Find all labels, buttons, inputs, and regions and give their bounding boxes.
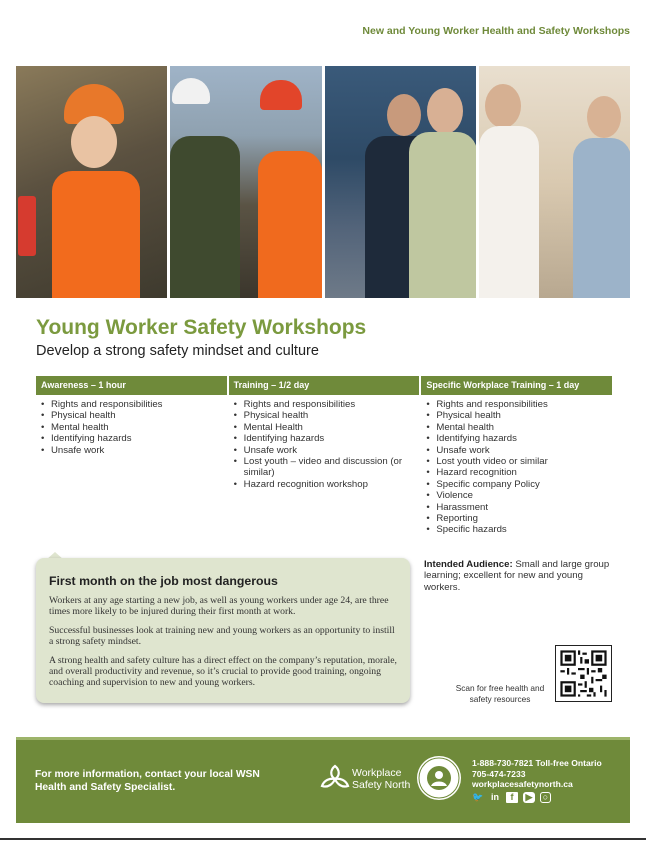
list-item: • Hazard recognition workshop: [234, 479, 420, 490]
list-item: • Lost youth – video and discussion (or similar): [234, 456, 420, 479]
header-title: New and Young Worker Health and Safety Workshops: [362, 25, 630, 37]
list-item: • Physical health: [426, 410, 612, 421]
list-item: • Mental health: [426, 422, 612, 433]
facebook-icon[interactable]: f: [506, 792, 518, 803]
qr-caption: Scan for free health and safety resources: [455, 683, 545, 704]
list-item: • Identifying hazards: [41, 433, 227, 444]
website-link[interactable]: workplacesafetynorth.ca: [472, 779, 573, 789]
callout-paragraph: A strong health and safety culture has a direct effect on the company’s reputation, morale, and overall productivity and revenue, so it’s crucial to provide good training, ongoing coaching and supervision to new and young workers.: [49, 654, 397, 689]
footer: [16, 740, 630, 823]
callout-paragraph: Workers at any age starting a new job, as well as young workers under age 24, are three times more likely to be injured during their first month at work.: [49, 595, 389, 618]
wsn-trillium-icon: [318, 762, 352, 796]
list-item: • Identifying hazards: [426, 433, 612, 444]
list-item: • Specific company Policy: [426, 479, 612, 490]
list-item: • Reporting: [426, 513, 612, 524]
list-item: • Rights and responsibilities: [426, 399, 612, 410]
list-item: • Unsafe work: [41, 445, 227, 456]
callout-paragraph: Successful businesses look at training new and young workers as an opportunity to instill a strong safety mindset.: [49, 624, 395, 648]
youtube-icon[interactable]: ▶: [523, 792, 535, 803]
workshop-column-specific: [421, 376, 612, 536]
linkedin-icon[interactable]: in: [491, 792, 499, 802]
list-item: • Lost youth video or similar: [426, 456, 612, 467]
contact-info: [472, 758, 602, 790]
wsn-name-line-2: Safety North: [352, 779, 411, 791]
info-callout: [36, 558, 410, 703]
list-item: • Mental Health: [234, 422, 420, 433]
list-item: • Specific hazards: [426, 524, 612, 535]
list-item: • Rights and responsibilities: [41, 399, 227, 410]
list-item: • Hazard recognition: [426, 467, 612, 478]
page-title: Young Worker Safety Workshops: [36, 316, 367, 339]
list-item: • Harassment: [426, 502, 612, 513]
wsn-wordmark: [352, 767, 410, 791]
list-item: • Unsafe work: [426, 445, 612, 456]
audience-text: Small and large group learning; excellent for new and young workers.: [424, 559, 610, 593]
list-item: • Rights and responsibilities: [234, 399, 420, 410]
mine-rescue-seal-icon: [416, 755, 462, 801]
workshop-heading: Awareness – 1 hour: [36, 376, 227, 395]
intended-audience: [424, 559, 614, 593]
list-item: • Physical health: [41, 410, 227, 421]
callout-title: First month on the job most dangerous: [49, 574, 278, 588]
hero-photo-strip: [16, 66, 630, 298]
phone-tollfree[interactable]: 1-888-730-7821 Toll-free Ontario: [472, 758, 602, 768]
list-item: • Physical health: [234, 410, 420, 421]
list-item: • Identifying hazards: [234, 433, 420, 444]
worker-hard-hat-photo: [16, 66, 167, 298]
twitter-icon[interactable]: 🐦: [472, 792, 484, 802]
page-subtitle: Develop a strong safety mindset and culture: [36, 343, 319, 359]
footer-cta: For more information, contact your local WSN Health and Safety Specialist.: [35, 769, 260, 793]
workshop-heading: Specific Workplace Training – 1 day: [421, 376, 612, 395]
workshop-topic-list: [421, 399, 612, 536]
workplace-training-photo: [325, 66, 476, 298]
workshop-column-awareness: [36, 376, 227, 536]
workshop-heading: Training – 1/2 day: [229, 376, 420, 395]
social-links: [472, 792, 551, 803]
instagram-icon[interactable]: ○: [540, 792, 551, 803]
wsn-name-line-1: Workplace: [352, 767, 402, 779]
list-item: • Violence: [426, 490, 612, 501]
workshop-topic-list: [229, 399, 420, 490]
workshop-column-training: [229, 376, 420, 536]
forestry-workers-photo: [170, 66, 321, 298]
page-bottom-rule: [0, 838, 646, 840]
list-item: • Mental health: [41, 422, 227, 433]
consultation-photo: [479, 66, 630, 298]
workshop-topic-list: [36, 399, 227, 456]
phone-local[interactable]: 705-474-7233: [472, 768, 526, 779]
workshop-table: [36, 376, 612, 536]
qr-code[interactable]: [555, 645, 612, 702]
audience-label: Intended Audience:: [424, 559, 513, 570]
list-item: • Unsafe work: [234, 445, 420, 456]
